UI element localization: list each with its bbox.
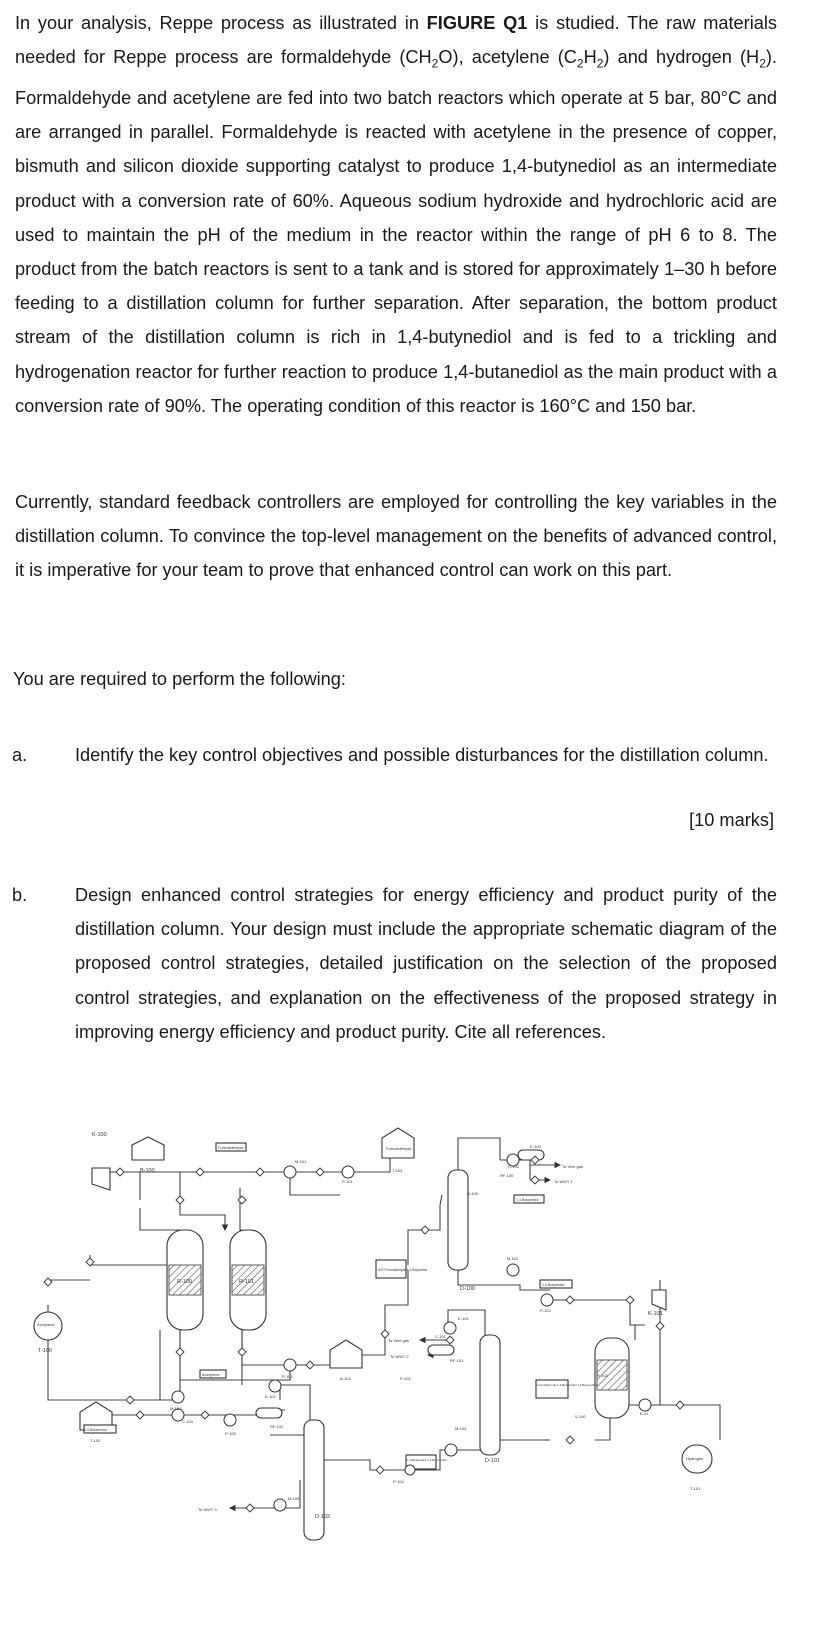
label-t103: T-103 xyxy=(392,1168,403,1173)
label-p102b: P-102 xyxy=(400,1376,411,1381)
condenser-e101 xyxy=(444,1322,456,1334)
label-m105: M-105 xyxy=(288,1496,300,1501)
label-d102: D-102 xyxy=(315,1514,330,1520)
label-formaldehyde-tank: Formaldehyde xyxy=(386,1146,412,1151)
question-b-text: Design enhanced control strategies for energy efficiency and product purity of the distillation column. Your design must include the appropriate schematic diagram of the proposed control strategies, detailed justification on the selection of the proposed control strategies, and explanation on the effectiveness of the proposed strategy in improving energy efficiency and product purity. Cite all references. xyxy=(75,885,777,1042)
reflux-drum-rf100 xyxy=(518,1150,544,1160)
label-p102a: P-102 xyxy=(282,1374,293,1379)
label-c100: C-100 xyxy=(508,1164,519,1169)
label-vent1: To Vent gas xyxy=(562,1164,583,1169)
tank-b101 xyxy=(330,1340,362,1368)
label-v100: V-100 xyxy=(575,1414,586,1419)
label-wwt3: To WWT 3 xyxy=(198,1507,217,1512)
reflux-drum-rf102 xyxy=(256,1408,282,1418)
label-p103: P-103 xyxy=(540,1308,551,1313)
label-bb-box: 1,4-Butanediol 1,4-Butynediol xyxy=(407,1458,447,1462)
label-e102: E-102 xyxy=(265,1394,276,1399)
label-e100: E-100 xyxy=(530,1144,541,1149)
label-t100: T-100 xyxy=(38,1348,53,1354)
label-mix-box: Formaldehyde 1,4-Butanediol 1,4-Butynediol xyxy=(537,1383,597,1387)
column-d102 xyxy=(304,1420,324,1540)
label-c101: C-101 xyxy=(435,1334,446,1339)
label-acetylene: Acetylene xyxy=(37,1322,55,1327)
label-wwt2: To WWT 2 xyxy=(390,1354,409,1359)
pump-p103 xyxy=(541,1294,553,1306)
mixer-m101 xyxy=(284,1166,296,1178)
label-d100-in: D-100 xyxy=(467,1191,478,1196)
reboiler-m105 xyxy=(274,1499,286,1511)
label-r102: R-102 xyxy=(597,1373,608,1378)
label-acetylene-box: Acetylene xyxy=(202,1372,220,1377)
condenser-e102 xyxy=(269,1380,281,1392)
reflux-drum-rf101 xyxy=(428,1345,454,1355)
figure-q1-process-flow-diagram xyxy=(30,1132,770,1640)
label-m100: M-100 xyxy=(170,1406,182,1411)
question-a-letter: a. xyxy=(12,745,28,765)
label-p101: P-101 xyxy=(342,1179,353,1184)
question-a-text: Identify the key control objectives and possible disturbances for the distillation column. xyxy=(75,745,769,765)
label-e41: E-41 xyxy=(640,1411,649,1416)
label-t102: T-102 xyxy=(90,1438,101,1443)
pump-p104 xyxy=(405,1465,415,1475)
label-vent2: To Vent gas xyxy=(388,1338,409,1343)
label-prod-box: 1,4-Butynediol xyxy=(516,1198,539,1202)
label-p105: P-105 xyxy=(225,1431,236,1436)
label-formaldehyde-top: Formaldehyde xyxy=(218,1145,244,1150)
tank-b100 xyxy=(132,1137,164,1160)
label-k101: K-101 xyxy=(648,1311,663,1317)
label-b100: B-100 xyxy=(140,1168,155,1174)
label-rf101: RF-101 xyxy=(450,1358,464,1363)
compressor-k100 xyxy=(92,1168,110,1190)
label-m102: M-102 xyxy=(507,1256,519,1261)
label-t101: T-101 xyxy=(690,1486,701,1491)
pump-p102 xyxy=(284,1359,296,1371)
label-r101: R-101 xyxy=(239,1279,254,1285)
mixer-m100 xyxy=(172,1391,184,1403)
mixer-m102 xyxy=(507,1264,519,1276)
label-butanediol: 1,4-Butanediol xyxy=(84,1428,107,1432)
column-d100 xyxy=(448,1170,468,1270)
compressor-k101 xyxy=(652,1290,666,1310)
context-paragraph: Currently, standard feedback controllers are employed for controlling the key variables in the distillation column. To convince the top-level management on the benefits of advanced control, it is imperative for your team to prove that enhanced control can work on this part. xyxy=(15,492,777,581)
label-butyne-box2: 1,4-Butynediol xyxy=(542,1283,565,1287)
label-wwt1: To WWT 1 xyxy=(554,1179,573,1184)
label-d100: D-100 xyxy=(460,1286,475,1292)
question-b-letter: b. xyxy=(12,885,28,905)
label-m104: M-104 xyxy=(455,1426,467,1431)
column-d101 xyxy=(480,1335,500,1455)
question-a-marks: [10 marks] xyxy=(689,810,774,830)
intro-paragraph: In your analysis, Reppe process as illustrated in FIGURE Q1 is studied. The raw materials needed for Reppe process are formaldehyde $(CH_2O)$, acetylene $(C_2H_2)$ and hydrogen $(H_2)$. Formaldehyde and acetylene are fed into two batch reactors which operate at 5 bar, 80°C and are arranged in parallel. Formaldehyde is reacted with acetylene in the presence of copper, bismuth and silicon dioxide supporting catalyst to produce 1,4-butynediol as an intermediate product with a conversion rate of 60%. Aqueous sodium hydroxide and hydrochloric acid are used to maintain the pH of the medium in the reactor within the range of pH 6 to 8. The product from the batch reactors is sent to a tank and is stored for approximately 1–30 h before feeding to a distillation column for further separation. After separation, the bottom product stream of the distillation column is rich in 1,4-butynediol and is fed to a trickling and hydrogenation reactor for further reaction to produce 1,4-butanediol as the main product with a conversion rate of 90%. The operating condition of this reactor is 160°C and 150 bar. xyxy=(15,13,777,416)
label-hydrogen: Hydrogen xyxy=(686,1456,704,1461)
formaldehyde-tank-top xyxy=(382,1128,414,1158)
label-e101: E-101 xyxy=(458,1316,469,1321)
label-c104: C-104 xyxy=(182,1419,193,1424)
label-k100: K-100 xyxy=(92,1132,107,1138)
label-d101: D-101 xyxy=(485,1458,500,1464)
reboiler-m104 xyxy=(445,1444,457,1456)
heat-exchanger-e41 xyxy=(639,1399,651,1411)
label-rf102: RF-102 xyxy=(270,1424,284,1429)
instruction-lead: You are required to perform the following: xyxy=(13,669,346,689)
label-rf100: RF-100 xyxy=(500,1173,514,1178)
label-h2o-box: H2O Formaldehyde 1,4-Butynediol xyxy=(378,1268,428,1272)
label-p104: P-104 xyxy=(393,1479,404,1484)
line-formaldehyde-feed xyxy=(110,1172,225,1230)
label-b101: B-101 xyxy=(340,1376,351,1381)
pump-p101 xyxy=(342,1166,354,1178)
label-m101: M-101 xyxy=(295,1159,307,1164)
label-r100: R-100 xyxy=(177,1279,192,1285)
pump-p105 xyxy=(224,1414,236,1426)
